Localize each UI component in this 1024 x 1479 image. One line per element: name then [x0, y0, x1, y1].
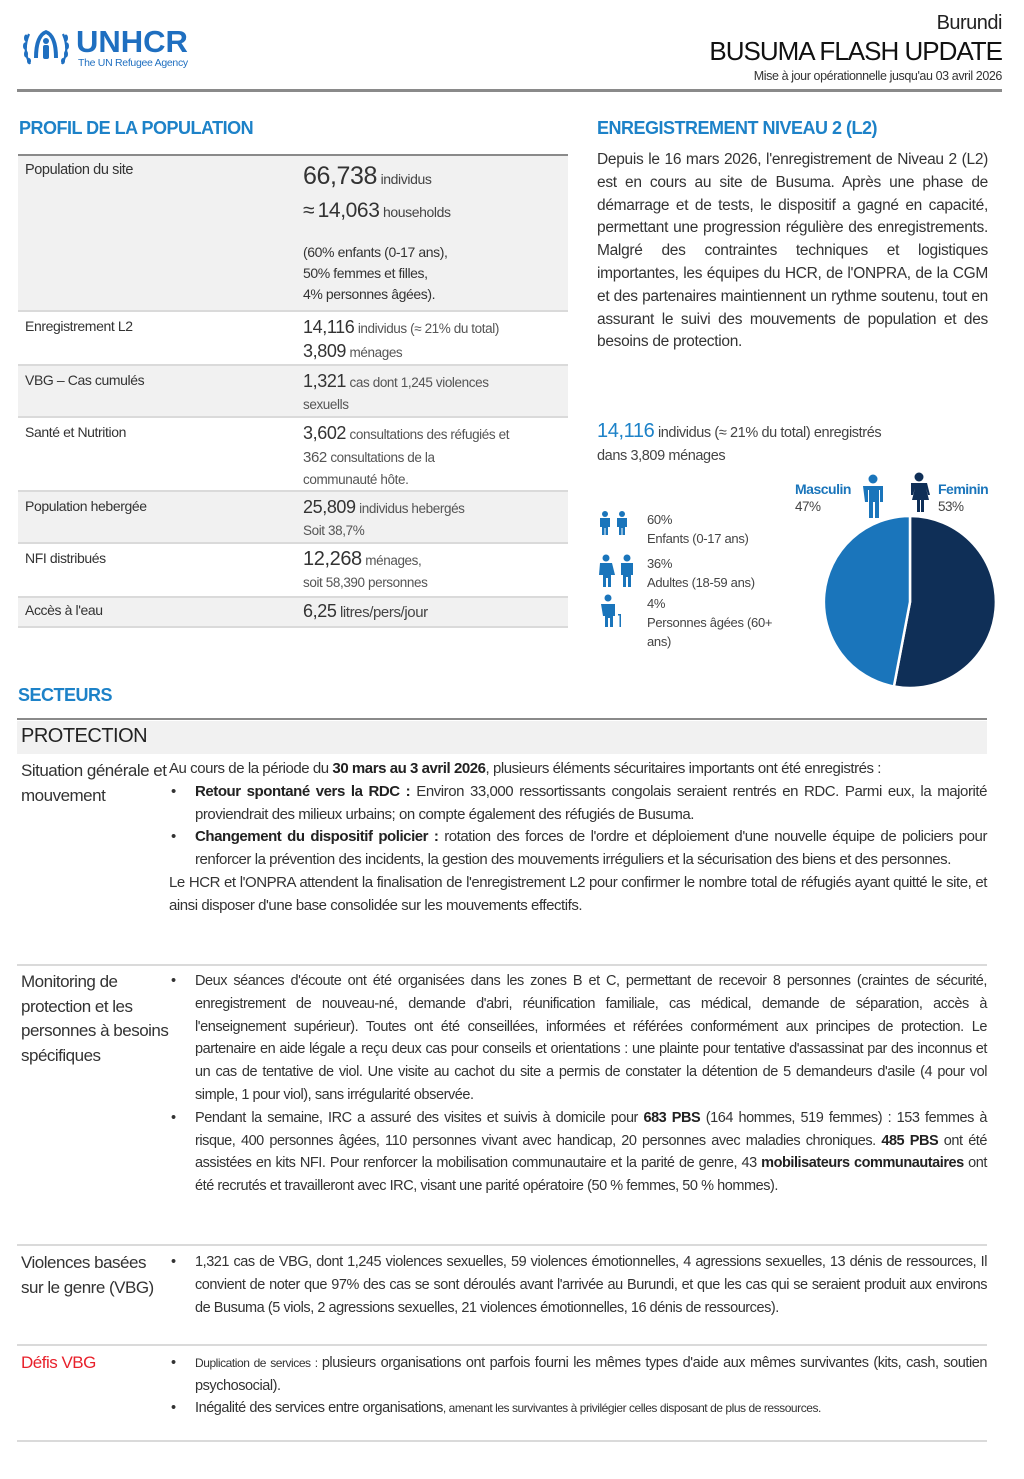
age-pct: 60%: [647, 512, 673, 527]
row-monitoring: [17, 968, 987, 1246]
hosted-percentage: Soit 38,7%: [303, 523, 365, 538]
age-group-children: [597, 510, 797, 548]
logo-name: UNHCR: [76, 24, 188, 59]
vbg-value: 1,321: [303, 371, 347, 391]
age-pct: 4%: [647, 596, 666, 611]
health-unit: consultations des réfugiés et: [349, 427, 510, 442]
registration-households-unit: ménages: [349, 345, 403, 360]
l2-stat-text: individus (≈ 21% du total) enregistrés: [657, 425, 882, 441]
row-label: Population du site: [25, 162, 134, 178]
host-consultations-unit: consultations de la: [330, 450, 435, 465]
age-pct: 36%: [647, 556, 673, 571]
unhcr-logo: [20, 24, 188, 72]
age-label: Adultes (18-59 ans): [647, 575, 755, 590]
l2-stat: [597, 420, 997, 468]
demographic-note-1: (60% enfants (0-17 ans),: [303, 244, 448, 260]
elderly-icon: [597, 594, 627, 628]
header-divider: [17, 89, 1002, 92]
vbg-unit: cas dont 1,245 violences: [349, 375, 489, 390]
host-consultations-unit-cont: communauté hôte.: [303, 472, 409, 487]
defis-bullet: • Duplication de services : plusieurs organisations ont parfois fourni les mêmes types d'aide aux mêmes survivantes (kits, cash, soutien psychosocial).: [169, 1352, 987, 1398]
row-label: Enregistrement L2: [25, 318, 133, 334]
vbg-bullet: • 1,321 cas de VBG, dont 1,245 violences sexuelles, 59 violences émotionnelles, 4 agressions sexuelles, 13 dénis de ressources, Il convient de noter que 97% des cas se sont déroulés avant l'arrivée au Burundi, et que les cas qui se seraient produit aux environs de Busuma (5 viols, 2 agressions sexuelles, 21 violences émotionnelles, 16 dénis de ressources).: [169, 1251, 987, 1319]
defis-bullet: • Inégalité des services entre organisations, amenant les survivantes à privilégier celles disposant de plus de ressources.: [169, 1398, 987, 1418]
nfi-persons: soit 58,390 personnes: [303, 575, 428, 590]
age-label: Enfants (0-17 ans): [647, 531, 749, 546]
row-label: Situation générale et mouvement: [21, 761, 167, 805]
profile-row-nfi: [18, 544, 568, 598]
row-label: Violences basées sur le genre (VBG): [21, 1253, 154, 1297]
registration-value: 14,116: [303, 317, 355, 337]
registration-households: 3,809: [303, 341, 347, 361]
legend-female: [938, 480, 988, 516]
legend-male-label: Masculin: [795, 481, 851, 497]
situation-intro: Au cours de la période du 30 mars au 3 avril 2026, plusieurs éléments sécuritaires importants ont été enregistrés :: [169, 760, 882, 777]
monitoring-bullet: • Pendant la semaine, IRC a assuré des visites et suivis à domicile pour 683 PBS (164 hommes, 519 femmes) : 153 femmes à risque, 400 personnes âgées, 110 personnes vivant avec handicap, 20 personnes avec maladies chroniques. 485 PBS ont été assistées en kits NFI. Pour renforcer la mobilisation communautaire et la parité de genre, 43 mobilisateurs communautaires ont été recrutés et travailleront avec IRC, visant une parité opératoire (50 % femmes, 50 % hommes).: [169, 1107, 987, 1198]
page-header: [17, 10, 1002, 92]
row-label: Accès à l'eau: [25, 602, 103, 618]
health-value: 3,602: [303, 423, 347, 443]
situation-bullet: • Retour spontané vers la RDC : Environ 33,000 ressortissants congolais seraient rentrés en RDC. Parmi eux, la majorité proviendrait des milieux urbains; on compte également des réfugiés de Busuma.: [169, 781, 987, 827]
legend-male-pct: 47%: [795, 499, 821, 514]
row-label: Monitoring de protection et les personnes à besoins spécifiques: [21, 972, 169, 1065]
profile-row-health: [18, 418, 568, 492]
protection-heading: PROTECTION: [17, 721, 987, 754]
registration-unit: individus (≈ 21% du total): [357, 321, 499, 336]
row-label: NFI distribués: [25, 550, 106, 566]
row-label: VBG – Cas cumulés: [25, 372, 145, 388]
profile-section-title: PROFIL DE LA POPULATION: [19, 118, 254, 138]
households-unit: households: [382, 204, 451, 220]
legend-female-label: Feminin: [938, 481, 989, 497]
l2-stat-line2: dans 3,809 ménages: [597, 448, 726, 464]
children-icon: [597, 510, 631, 536]
pie-slice-male: [824, 516, 910, 687]
households-value: 14,063: [317, 199, 380, 222]
l2-stat-number: 14,116: [597, 420, 655, 442]
situation-closing: Le HCR et l'ONPRA attendent la finalisation de l'enregistrement L2 pour confirmer le nombre total de réfugiés ayant quitté le site, et ainsi disposer d'une base consolidée sur les mouvements effectifs.: [169, 873, 987, 914]
situation-bullet: • Changement du dispositif policier : rotation des forces de l'ordre et déploiement d'une nouvelle équipe de policiers pour renforcer la prévention des incidents, la gestion des mouvements irréguliers et la sécurisation des biens et des personnes.: [169, 826, 987, 872]
row-label-alert: Défis VBG: [21, 1353, 96, 1372]
hosted-value: 25,809: [303, 497, 356, 517]
demographic-note-3: 4% personnes âgées).: [303, 286, 436, 302]
adults-icon: [597, 554, 637, 588]
demographic-note-2: 50% femmes et filles,: [303, 265, 428, 281]
age-group-elderly: [597, 594, 797, 651]
female-icon: [906, 472, 932, 512]
age-group-adults: [597, 554, 797, 592]
population-unit: individus: [380, 171, 432, 187]
profile-row-vbg: [18, 366, 568, 418]
row-defis-vbg: [17, 1348, 987, 1442]
nfi-value: 12,268: [303, 548, 362, 570]
population-profile-table: [18, 154, 568, 628]
l2-paragraph: Depuis le 16 mars 2026, l'enregistrement de Niveau 2 (L2) est en cours au site de Busuma. Après une phase de démarrage et de tests, le dispositif a gagné en capacité, permettant une progression régulière des enregistrements. Malgré des contraintes techniques et logistiques importantes, les équipes du HCR, de l'ONPRA, de la CGM et des partenaires maintiennent un rythme soutenu, tout en assurant le suivi des mouvements de population et des besoins de protection.: [597, 151, 988, 351]
sectors-section-title: SECTEURS: [18, 685, 113, 705]
profile-row-hosted: [18, 492, 568, 544]
l2-section-title: ENREGISTREMENT NIVEAU 2 (L2): [597, 118, 878, 138]
vbg-unit-cont: sexuells: [303, 397, 349, 412]
hosted-unit: individus hebergés: [359, 501, 465, 516]
legend-male: [795, 480, 851, 516]
row-label: Santé et Nutrition: [25, 424, 126, 440]
population-value: 66,738: [303, 162, 378, 190]
age-label: Personnes âgées (60+ ans): [647, 615, 773, 649]
unhcr-emblem-icon: [20, 24, 72, 72]
profile-row-population: [18, 156, 568, 312]
water-unit: litres/pers/jour: [339, 604, 428, 621]
sectors-divider: [17, 718, 987, 720]
nfi-unit: ménages,: [365, 553, 422, 568]
male-icon: [860, 474, 886, 518]
country-label: Burundi: [936, 12, 1002, 34]
monitoring-bullet: • Deux séances d'écoute ont été organisées dans les zones B et C, permettant de recevoir 8 personnes (craintes de sécurité, enregistrement de nouveau-né, demande d'abri, réunification familiale, cas médical, demande de séparation, accès à l'enseignement supérieur). Toutes ont été conseillées, informées et référées conformément aux principes de protection. Le partenaire en aide légale a reçu deux cas pour conseils et orientations : une plainte pour tentative d'assassinat par des inconnus et un cas de tentative de viol. Une visite au cachot du site a permis de constater la détention de 5 demandeurs d'asile (4 pour vol simple, 1 pour viol), sans irrégularité observée.: [169, 970, 987, 1107]
page-title: BUSUMA FLASH UPDATE: [709, 36, 1002, 66]
page-subtitle: Mise à jour opérationnelle jusqu'au 03 avril 2026: [753, 69, 1002, 83]
host-consultations: 362: [303, 449, 327, 466]
profile-row-registration: [18, 312, 568, 366]
water-value: 6,25: [303, 601, 337, 621]
gender-pie-chart: [824, 516, 996, 688]
legend-female-pct: 53%: [938, 499, 964, 514]
logo-tagline: The UN Refugee Agency: [78, 57, 188, 69]
row-label: Population hebergée: [25, 498, 147, 514]
profile-row-water: [18, 598, 568, 628]
approx-symbol: ≈: [303, 199, 315, 222]
row-situation: [17, 757, 987, 966]
row-vbg: [17, 1248, 987, 1346]
